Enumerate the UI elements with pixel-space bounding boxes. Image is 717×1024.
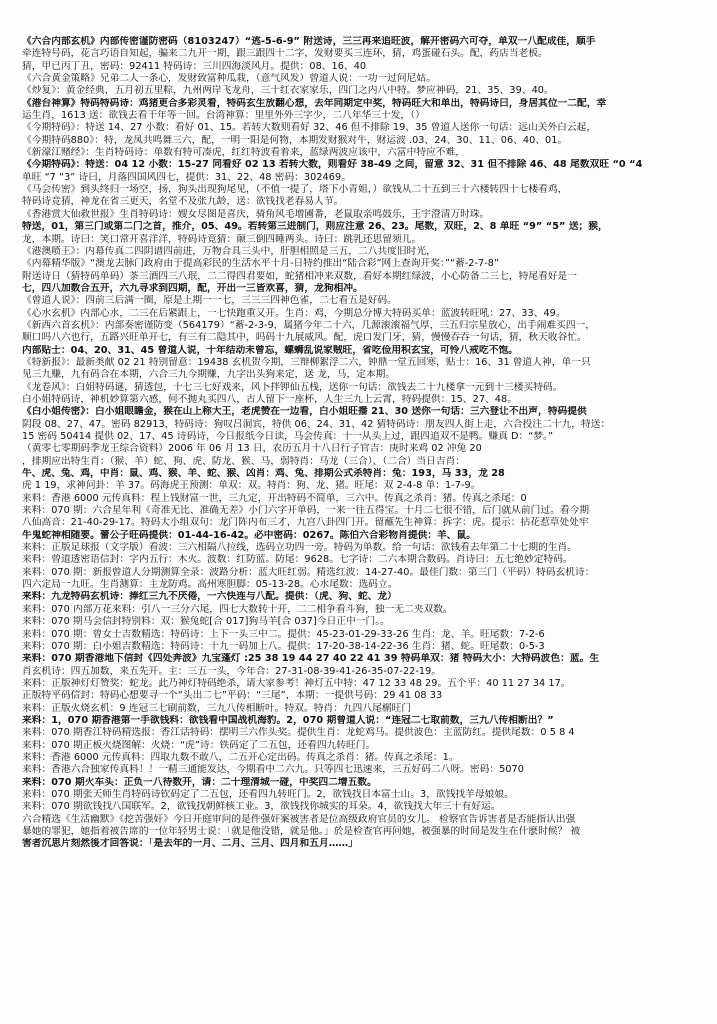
- text-line: 顺口吗八六也行，五路兴旺单开七，有三有二隐其中，吗码十九展威风。配，虎口发门牙，猜，慢慢吞吞一句话，猜，秋天收谷忙。: [22, 332, 587, 344]
- text-line: 牵连特号码，花言巧语自知起，骗来二九开一期，跟三跟四十二字，发财要买三连环，猜，鸡蛋碰石头。配，药店当老板。: [22, 48, 548, 60]
- text-line: 来料：070 期香江特码精选报：香江话特码：摆明三六作头奖。提供生肖：龙蛇鸡马。提供波色：主蓝防红。提供尾数：0 5 8 4: [22, 727, 575, 739]
- text-line: 特送，01，第三门或第二门之首，推介，05、49。若转第三进制门，则应注意 26、23。尾数，双旺，2、8 单旺 “9” “5” 送；猴，: [22, 221, 608, 233]
- text-line: 暴她的罪犯，她指着被告席的一位年轻男士说：「就是他没错，就是他。」於是检查官再问她，被强暴的时间是发生在什麽时候？ 被: [22, 826, 581, 837]
- text-line: 《马会传密》到头终归一场空，扬，狗头出现狗尾见，（不值一提了，塔下小青姐，）欲钱从二十五到三十六楼转四十七楼看鸡，: [22, 184, 568, 196]
- text-line: 来料：070 期：白小姐吉数精选：特码诗：十九一码加上八。提供：17-20-38-14-22-36 生肖：猪、蛇。旺尾数：0-5-3: [22, 640, 545, 652]
- text-line: 来料：070 期马会信封特别料：双：猴兔蛇[合 017]狗马羊[合 037]今日正中一门。。: [22, 616, 390, 628]
- text-line: 阴段 08、27、47。密码 82913，特码诗：狗叹吕洞宾，特供 06、24、31、42 猜特码诗：朋友四人街上走，六合投注二十九，特送：: [22, 418, 611, 430]
- text-line: 来料：香港 6000 元传真料：四取九数不敢八，二五开心定出码。传真之杀肖：猪。传真之杀尾：1。: [22, 751, 459, 763]
- text-line: 来料：香港六合独家传真料！！一精三通能发达，今期看中二六九。只等四七迅速来，三五好码二八呀。密码：5070: [22, 764, 524, 776]
- text-line: 《新西六首玄机》：内部奏密谨防变（564179）“蓄-2-3-9，属猪今年二十六，几源滚滚福气厚，三五归宗星放心，出手闹难买四一，: [22, 319, 596, 331]
- text-line: 运生肖，1613 送：欲钱去看干年等一回。台湾神算：里里外外三字少，二八年华三十发，（）: [22, 110, 425, 122]
- text-line: 附送诗日（猜特码单码）茶三酒四三八珉，二二得四君要如，蛇猪相冲来双数，看好本期红绿波，小心防备二三七，特尾看好是一: [22, 270, 578, 282]
- text-line: 六合精选《生活幽默》《挖苦强奸》今日开庭审问的是件强奸案被害者是位高级政府官员的女儿。 检察官告诉害者是否能指认出强: [22, 813, 576, 825]
- text-line: 来料：正版神灯灯赞奖：蛇龙。此乃神灯特码绝杀，请大家参考！神灯五中特：47 12 33 48 29。五个平：40 11 27 34 17。: [22, 677, 571, 689]
- text-line: 见三九赚，九有码合在本期，六合三九今期赚，九字出头狗来定，送 龙，马，定本期。: [22, 369, 396, 381]
- text-line: 牛、虎、兔、鸡，中肖：鼠、鸡、猴、羊、蛇、猴、凶肖：鸡、兔、排期公式杀特肖：兔：193，马 33，龙 28: [22, 468, 505, 480]
- text-line: 猜，甲已丙丁丑，密码：92411 特码诗：三川四海淡风月。提供：08、16、40: [22, 60, 367, 72]
- text-line: 来料：070 期正板火烧图解：火烧：“虎”诗：铁码定了二五包，还看四九转旺门。: [22, 739, 376, 751]
- text-line: 来料：070 期：六合星年利《奇准无比、准确无差》小门六字开单码，一来一往五得宝。十月二七很不错，后门就从前门过。看今期: [22, 505, 590, 517]
- text-line: 八仙高音：21-40-29-17。特码大小组双句：龙门阵内布三才，九宫八卦四门开。留蘸先生神算：拆字：虎。提示：拈花惹草处处牢: [22, 517, 589, 529]
- text-line: 来料：070 期：新报曾道人分期测算全录：波路分析：蓝大旺红弱。精选红波：14-27-40。最佳门数：第三门（平码）特码玄机诗：: [22, 566, 595, 578]
- text-line: 《特新报》：最新类献 02 21 特别留意：19438 玄机贺今期，三辩柳絮浮二六，钟鼎一堂五回寒，贴士：16、31 曾道人神，单一只: [22, 356, 591, 368]
- text-line: 单旺 “7 “3” 诗曰，月落四国风四七，提供：31、22、48 密码：302469。: [22, 171, 351, 183]
- text-line: 七，四八加数合五开，六九寻求到四期，配，开出一三皆欢喜，猜，龙狗相冲。: [22, 282, 363, 294]
- text-line: 来料：070 期张天师生肖特码诗钦码定了二五包，还看四九转旺门。2，欲钱找日本富士山。3，欲钱找羊母娘娘。: [22, 788, 514, 800]
- text-line: 《港台神算》特码特码诗：鸡猪更合多彩灵看，特码玄生放翻心想，去年同期定中奖，特码旺大和单出，特码诗曰，身居其位一二配，幸: [22, 97, 607, 109]
- text-line: 来料：正版火烧玄机：9 连冠三七刷前数，三九八传相断叶。特双。特肖：九四八尾榍旺门: [22, 702, 412, 714]
- text-line: 15 密码 50414 提供 02、17、45 诗码诗，今日报纸今日读，马会传真：十一从头上过，跟四追双不是鸭。赚真 D：“梦。”: [22, 431, 554, 442]
- text-line: 来料：正版足球报（文字版）看波：三六相隔八拉线，选码立功四一旁。特码为单数。给一句话：欲钱看去年第二十七期的生肖。: [22, 542, 578, 554]
- text-line: 害者沉思片刻然後才回答说：「是去年的一月、二月、三月、四月和五月……」: [22, 838, 358, 850]
- text-line: 《曾道人说》：四前三后满一圈，原是上期一一七，三三三四神色雀，二七看五是好码。: [22, 295, 397, 307]
- text-line: 《港澳喷王》：内幕传真二四阴谱四前进，万物合具三头中，肝胆相照是三五，二八共度旧时光，: [22, 245, 436, 257]
- text-line: 肖玄机诗：四五加数，来五先开。主：三五一头，今年合：27-31-08-39-41-26-35-07-22-19。: [22, 665, 442, 677]
- text-line: 来料：070 期香港地下信封《四处奔波》九宝蓬灯 :25 38 19 44 27 40 22 41 39 特码单双：猪 特码大小：大特码波色：蓝。生: [22, 653, 600, 665]
- text-line: 来料：070 期火车头：正负一八待数开，请：二十理清城一碰，中奖四二增五数。: [22, 776, 377, 788]
- text-line: 《白小姐传密》：白小姐眼瞻金，猴在山上称大王，老虎赞在一边看，白小姐旺播 21、30 送你一句话：三六登让不出声，特码提供: [22, 406, 587, 418]
- text-line: 来料：九龙特码玄机诗：捧红三九不厌倦，一六快连与八配。提供：（虎、狗、蛇、龙）: [22, 591, 397, 603]
- text-line: 正版特平码信封：特码心想要寻一个“头出二七”平码：“三尾”，本期：一提供号码：29 41 08 33: [22, 690, 443, 702]
- text-line: （黄零七零期码季龙王综合资料）2006 年 06 月 13 日，农历五月十八日行子官吉：庚时来鸡 02 冲兔 20: [22, 443, 482, 455]
- text-line: 来料：曾道透密语信封：字内五行：木火。波数：红防蓝。防尾：9628。七字诗：二六本期合数码。肖诗曰：五七绝妙定特码。: [22, 554, 573, 566]
- text-line: 《内幕精华版》“澳龙去脉门政府由于提高彩民的生活水平十月-日特约推出“陆合彩”网上查询开奖：”“蓄-2-7-8”: [22, 258, 500, 270]
- text-line: 《香港赏大仙救世报》生肖特码诗：嫂女尽图是喜庆，骑角风毛增圃番，老鼠取亲鸣鼓乐，王宇澄清万时珠。: [22, 208, 490, 220]
- text-line: 《新濠江赌经》：生肖特码诗：单数有特可凑虎，红红特波看着来，蓝绿两波应该中，六富中特应不难，: [22, 147, 466, 159]
- text-line: 虎 1 19，求神问卦：羊 37。码海虎王预测：单双：双。特肖：狗、龙、猪。旺尾：双 2-4-8 单：1-7-9。: [22, 480, 481, 492]
- text-line: 《六合内部玄机》内部传密谨防密码（8103247）“逃-5-6-9” 附送诗，三三再来追旺波，解开密码六可夺，单双一八配成佳，顺手: [22, 36, 596, 47]
- text-line: 四六定局一九旺。生肖测算：主龙防鸡。高州寒胆脚：05-13-28。心水尾数：选码立。: [22, 579, 398, 591]
- text-line: 《今期特码》：特送：04 12 小数：15-27 同看好 02 13 若转大数，则看好 38-49 之间，留意 32、31 但不排除 46、48 尾数双旺 “0 “4: [22, 159, 643, 171]
- text-line: 来料：1，070 期香港第一手欲钱料：欲钱看中国战机海豹。2，070 期曾道人说：“连冠二七取前数，三九八传相断出？”: [22, 714, 554, 726]
- text-line: 牛鬼蛇神相随要。蕾公子旺码提供：01-44-16-42。必中密码：0267。陈伯六合彩物肖提供：羊、鼠。: [22, 529, 476, 541]
- text-line: 白小姐特码诗，神机妙算第六感，何不抛丸买四八，古人留下一座杯，人生三九上云霄，特码提供：15、27、48。: [22, 393, 517, 405]
- text-line: 《心水玄机》内部心水，二三在后紧跟上，一七快跑重又开。生肖：鸡，今期总分博大特码买单：蓝波转旺吼：27、33、49。: [22, 307, 566, 319]
- text-line: 来料：070 内部万花来料：引八一三分六尾，四七大数转十开，二二相争看斗狗，独一无二夹双数。: [22, 603, 453, 615]
- text-line: 特码诗竞猜，神龙在省三更天，名堂不及张九龄，送：欲钱找老春易人节。: [22, 196, 344, 208]
- text-line: 《今期特码880》：特，龙凤共鸣舞三六，配，一明一阳是何物，本期发财猴对牛，财运波 .03、24、30、11、06、40、01。: [22, 134, 568, 146]
- text-line: 《龙卷风》：白姐特码谜，猜透包，十七三七好戏来，风卜拌钾仙五栈，送你一句话：欲钱去二十九楼拿一元到十三楼买特码。: [22, 381, 563, 393]
- text-line: 《炒复》：黄金经典，五月初五里粽，九州两岸飞龙舟，三十红衣家家乐，四门之内八中特。梦应神码，21、35、39、40。: [22, 85, 554, 97]
- text-line: 来料：070 期：曾女士吉数精选：特码诗：上下一头三中二。提供：45-23-01-29-33-26 生肖：龙、羊。旺尾数：7-2-6: [22, 628, 545, 640]
- text-line: 来料：香港 6000 元传真料：程上钱财富一世，三九定，开出特码不简单，三六中。传真之杀肖：猪。传真之杀尾：0: [22, 492, 527, 504]
- text-line: 来料：070 期欲钱找八国联军。2，欲钱找朝鲜核工业。3，欲钱找你城实的耳朵。4，欲钱找大年三十有好运。: [22, 801, 501, 813]
- text-line: 内部贴士：04、20、31、45 曾道人说，十年结动未曾忘，螺蛳乱说家贼旺，省吃俭用积玄宝，可怜八戒吃不饱。: [22, 344, 518, 356]
- text-line: 《六合黄金策略》兄弟二人一条心，发财致富种瓜栽，（意气风发）曾道人说：一功一过问尼姑。: [22, 73, 436, 85]
- text-line: ，排期应出特生肖：（猴、羊）蛇、狗、虎、防龙、猴、马，弱特肖：马龙（三合）、（二合）当日吉肖：: [22, 455, 466, 467]
- text-line: 龙，本期。诗曰：笑口常开喜洋洋，特码诗竟猜：颠三倒四睡两头。诗曰：跳乳还思留须儿。: [22, 233, 422, 245]
- text-line: 《今期特码》：特送 14、27 小数：看好 01、15。若转大数则看好 32、46 但不排除 19、35 曾道人送你一句话：远山关外白云起，: [22, 122, 597, 134]
